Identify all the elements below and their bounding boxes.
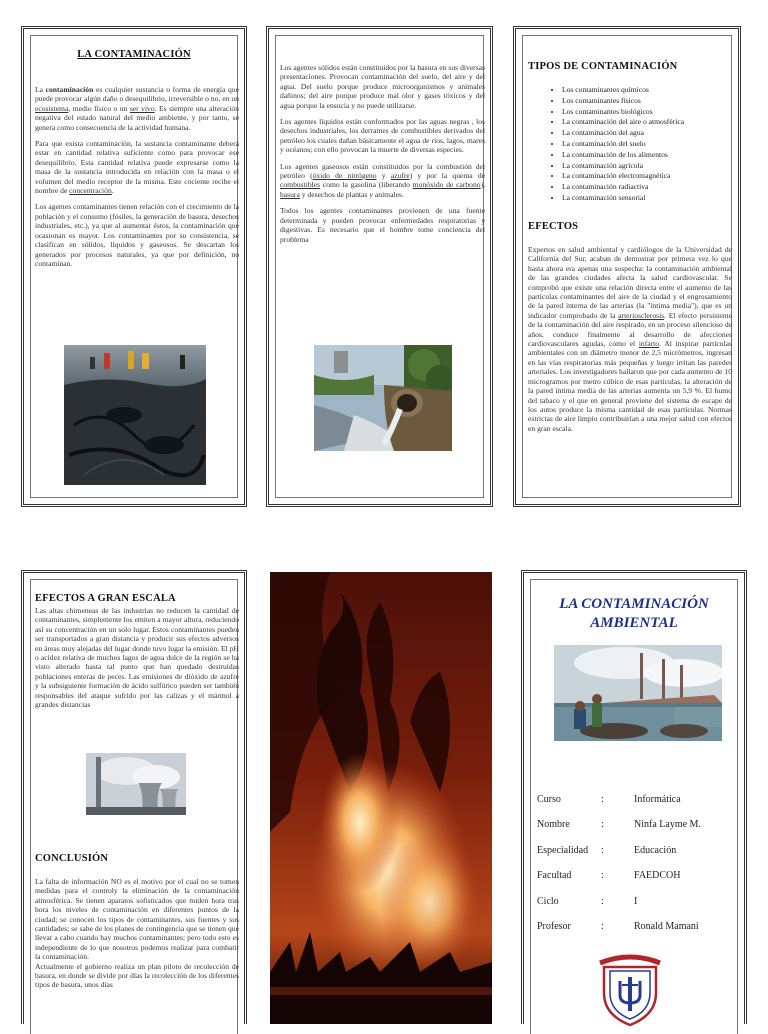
university-crest-icon (596, 953, 664, 1027)
contamination-type-item: • Los contaminantes físicos (562, 96, 736, 107)
contamination-type-item: • La contaminación agrícola (562, 161, 736, 172)
panel-types (513, 26, 741, 507)
oxido-nitrogeno-link[interactable]: óxido de nitrógeno (312, 171, 377, 181)
large-scale-title: EFECTOS A GRAN ESCALA (35, 593, 176, 604)
info-value: I (634, 895, 638, 907)
power-plant-photo (86, 753, 186, 815)
large-scale-text: Las altas chimeneas de las industrias no reducen la cantidad de contaminantes, simplemente los emiten a mayor altura, reduciendo así su concentración en un solo lugar. Estos contaminantes pueden ser transportados a gran distancia y producir sus efectos adversos en áreas muy alejadas del lugar donde tuvo lugar la emisión. El pH o acidez relativa de muchos lagos de agua dulce de la región se ha visto alterado hasta tal punto que han quedado destruidas poblaciones enteras de peces. Las emisiones de dióxido de azufre y la subsiguiente formación de ácido sulfúrico pueden ser también responsables del ataque sufrido por las calizas y el mármol a grandes distancias (35, 606, 239, 710)
infarto-link[interactable]: infarto (638, 339, 660, 349)
combustibles-link[interactable]: combustibles (280, 180, 321, 190)
info-value: Ronald Mamani (634, 921, 699, 932)
contamination-type-item: • La contaminación sensorial (562, 193, 736, 204)
info-label: Ciclo (537, 895, 559, 907)
basura-link[interactable]: basura (280, 189, 300, 199)
info-label: Nombre (537, 819, 570, 831)
panel-intro (21, 26, 247, 507)
contamination-type-item: • La contaminación del aire o atmosférica (562, 117, 736, 128)
info-label: Profesor (537, 921, 571, 932)
monoxido-link[interactable]: monóxido de carbono (412, 180, 481, 190)
info-value: Educación (634, 844, 677, 856)
oil-spill-photo (64, 345, 206, 485)
info-separator: : (601, 794, 604, 805)
fire-smoke-photo (270, 572, 492, 1024)
contamination-type-item: • La contaminación del suelo (562, 139, 736, 150)
contamination-type-item: • La contaminación de los alimentos (562, 150, 736, 161)
agents-text: Los agentes sólidos están constituidos por la basura en sus diversas presentaciones. Provocan contaminación del suelo, del aire y del agua. Del suelo porque produce microorganismos y animales dañinos; del aire porque produce mal olor y gases tóxicos y del agua porque la ensucia y no puede utilizarse. Los agentes líquidos están conformados por las aguas negras , los desechos industriales, los derrames de combustibles derivados del petróleo los cuales dañan básicamente el agua de ríos, lagos, mares y océanos; con ello provocan la muerte de diversas especies. Los agentes gaseosos están constituidos por la combustión del petróleo (óxido de nitrógeno y azufre) y por la quema de combustibles como la gasolina (liberando monóxido de carbono), basura y desechos de plantas y animales. Todos los agentes contaminantes provienen de una fuente determinada y pueden provocar enfermedades respiratorias y digestivas. Es necesario que el hombre tome conciencia del problema (280, 63, 486, 244)
info-value: Informática (634, 794, 681, 805)
conclusion-title: CONCLUSIÓN (35, 853, 109, 864)
arteriosclerosis-link[interactable]: arteriosclerosis (618, 310, 665, 320)
info-separator: : (601, 921, 604, 932)
sewage-pipe-photo (314, 345, 452, 451)
types-title: TIPOS DE CONTAMINACIÓN (528, 61, 678, 72)
info-separator: : (601, 844, 604, 856)
conclusion-text: La falta de información NO es el motivo por el cual no se tomen medidas para el controly la eliminación de la contaminación atmosférica. Se tienen aparatos sofisticados que miden hora tras hora los niveles de contaminación en diferentes puntos de la ciudad; se conocen los tipos de contaminantes, sus fuentes y sus cantidades; se sabe de los planes de contingencia que se tienen que llevar a cabo cuando hay muchos contaminantes; pero todo esto es independiente de lo que nosotros podemos realizar para combatir la contaminación. Actualmente el gobierno realiza un plan piloto de recolección de basura, en donde se divide por días la recolección de los diferentes tipos de basura, unos días (35, 877, 239, 990)
panel-agents (266, 26, 493, 507)
effects-title: EFECTOS (528, 221, 579, 232)
panel-large-scale (21, 570, 247, 1024)
info-separator: : (601, 819, 604, 831)
contamination-type-item: • La contaminación radiactiva (562, 182, 736, 193)
contamination-type-item: • Los contaminantes biológicos (562, 107, 736, 118)
info-value: Ninfa Layme M. (634, 819, 701, 831)
intro-text: La contaminación es cualquier sustancia o forma de energía que puede provocar algún daño o desequilibrio, irreversible o no, en un ecosistema, medio físico o un ser vivo. Es siempre una alteración negativa del estado natural del medio ambiente, y por tanto, se genera como consecuencia de la actividad humana. Para que exista contaminación, la sustancia contaminante deberá estar en cantidad relativa suficiente como para provocar ese desequilibrio. Esta cantidad relativa puede expresarse como la masa de la sustancia introducida en relación con la masa o el volumen del medio receptor de la misma. Este cociente recibe el nombre de concentración. Los agentes contaminantes tienen relación con el crecimiento de la población y el consumo (fósiles, la generación de basura, desechos industriales, etc.), ya que al aumentar éstos, la contaminación que ocasionan es mayor. Los contaminantes por su consistencia, se clasifican en sólidos, líquidos y gaseosos. Se descartan los generados por procesos naturales, ya que por definición, no contaminan. (35, 85, 239, 268)
student-info (537, 794, 742, 954)
contamination-type-item: • Los contaminantes químicos (562, 85, 736, 96)
info-label: Especialidad (537, 844, 589, 856)
concentracion-link[interactable]: concentración (69, 186, 112, 196)
factory-pollution-photo (554, 645, 722, 741)
azufre-link[interactable]: azufre (390, 171, 410, 181)
info-label: Curso (537, 794, 561, 805)
cover-title-line2: AMBIENTAL (590, 615, 678, 631)
contamination-type-item: • La contaminación electromagnética (562, 171, 736, 182)
contamination-type-item: • La contaminación del agua (562, 128, 736, 139)
intro-title: LA CONTAMINACIÓN (77, 49, 191, 60)
cover-title-line1: LA CONTAMINACIÓN (559, 596, 709, 612)
info-separator: : (601, 895, 604, 907)
types-list (546, 85, 736, 204)
panel-cover (521, 570, 747, 1024)
effects-text: Expertos en salud ambiental y cardiólogos de la Universidad de California del Sur, acaban de demostrar por primera vez lo que hasta ahora era apenas una sospecha: la contaminación ambiental de las grandes ciudades afecta la salud cardiovascular. Se comprobó que existe una relación directa entre el aumento de las partículas contaminantes del aire de la ciudad y el engrosamiento de la pared interna de las arterias (la "íntima media"), que es un indicador comprobado de la arteriosclerosis. El efecto persistente de la contaminación del aire respirado, en un proceso silencioso de años, conduce finalmente al desarrollo de afecciones cardiovasculares agudas, como el infarto. Al inspirar partículas ambientales con un diámetro menor de 2,5 micrómetros, ingresan en las vías respiratorias más pequeñas y luego irritan las paredes arteriales. Los investigadores hallaron que por cada aumento de 10 microgramos por metro cúbico de esas partículas, la alteración de la pared íntima media de las arterias aumenta un 5,9 %. El humo del tabaco y el que en general proviene del sistema de escape de los autos produce la misma cantidad de esas partículas. Normas estrictas de aire limpio contribuirían a una mejor salud con efectos en gran escala. (528, 245, 733, 433)
ser-vivo-link[interactable]: ser vivo (129, 103, 155, 113)
info-label: Facultad (537, 870, 572, 882)
info-value: FAEDCOH (634, 870, 681, 882)
info-separator: : (601, 870, 604, 882)
ecosistema-link[interactable]: ecosistema (35, 103, 69, 113)
